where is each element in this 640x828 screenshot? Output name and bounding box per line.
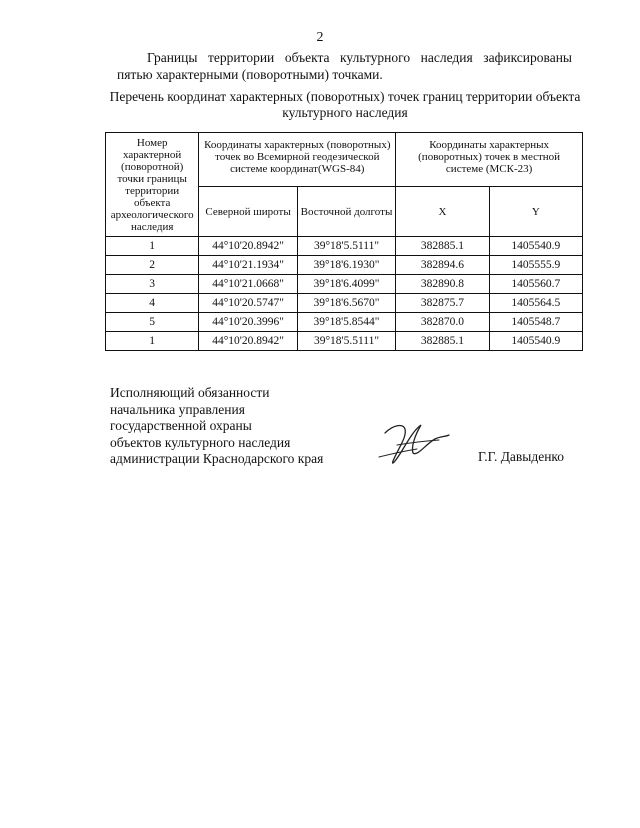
handwritten-signature: [375, 413, 455, 473]
header-msk23: Координаты характерных (поворотных) точек в местной системе (МСК-23): [396, 133, 583, 187]
header-wgs84: Координаты характерных (поворотных) точек во Всемирной геодезической системе координат(WGS-84): [199, 133, 396, 187]
signatory-line: объектов культурного наследия: [110, 434, 291, 450]
coordinates-list-title: Перечень координат характерных (поворотных) точек границ территории объекта культурного наследия: [109, 89, 581, 120]
cell-point-number: 1: [106, 237, 199, 256]
cell-x: 382870.0: [396, 313, 489, 332]
signatory-position: [110, 385, 350, 468]
cell-longitude: 39°18'5.8544": [297, 313, 395, 332]
cell-latitude: 44°10'20.3996": [199, 313, 297, 332]
cell-y: 1405540.9: [489, 332, 582, 351]
table-row: [106, 332, 583, 351]
table-row: [106, 313, 583, 332]
cell-y: 1405548.7: [489, 313, 582, 332]
table-header-row: [106, 133, 583, 187]
cell-point-number: 2: [106, 256, 199, 275]
header-east-longitude: Восточной долготы: [297, 187, 395, 237]
cell-x: 382890.8: [396, 275, 489, 294]
cell-point-number: 4: [106, 294, 199, 313]
cell-longitude: 39°18'5.5111": [297, 332, 395, 351]
cell-y: 1405564.5: [489, 294, 582, 313]
cell-x: 382894.6: [396, 256, 489, 275]
header-y: Y: [489, 187, 582, 237]
table-row: [106, 237, 583, 256]
cell-point-number: 5: [106, 313, 199, 332]
cell-latitude: 44°10'20.8942": [199, 332, 297, 351]
signatory-line: Исполняющий обязанности: [110, 385, 270, 400]
cell-y: 1405555.9: [489, 256, 582, 275]
signatory-line: начальника управления: [110, 401, 245, 417]
coordinates-table: [105, 132, 583, 351]
cell-x: 382885.1: [396, 332, 489, 351]
signatory-line: администрации Краснодарского края: [110, 451, 324, 466]
cell-longitude: 39°18'6.5670": [297, 294, 395, 313]
table-row: [106, 256, 583, 275]
cell-x: 382885.1: [396, 237, 489, 256]
cell-y: 1405560.7: [489, 275, 582, 294]
cell-latitude: 44°10'21.0668": [199, 275, 297, 294]
header-x: X: [396, 187, 489, 237]
cell-x: 382875.7: [396, 294, 489, 313]
header-point-number: Номер характерной (поворотной) точки границы территории объекта археологического наследия: [106, 133, 199, 237]
cell-latitude: 44°10'20.5747": [199, 294, 297, 313]
cell-point-number: 3: [106, 275, 199, 294]
intro-paragraph: Границы территории объекта культурного наследия зафиксированы пятью характерными (поворотными) точками.: [117, 50, 572, 82]
cell-latitude: 44°10'21.1934": [199, 256, 297, 275]
cell-point-number: 1: [106, 332, 199, 351]
cell-longitude: 39°18'5.5111": [297, 237, 395, 256]
cell-longitude: 39°18'6.4099": [297, 275, 395, 294]
signatory-line: государственной охраны: [110, 418, 252, 433]
signer-name: Г.Г. Давыденко: [478, 449, 565, 464]
table-row: [106, 275, 583, 294]
cell-latitude: 44°10'20.8942": [199, 237, 297, 256]
page-number: 2: [316, 30, 324, 45]
cell-y: 1405540.9: [489, 237, 582, 256]
header-north-latitude: Северной широты: [199, 187, 297, 237]
cell-longitude: 39°18'6.1930": [297, 256, 395, 275]
table-row: [106, 294, 583, 313]
